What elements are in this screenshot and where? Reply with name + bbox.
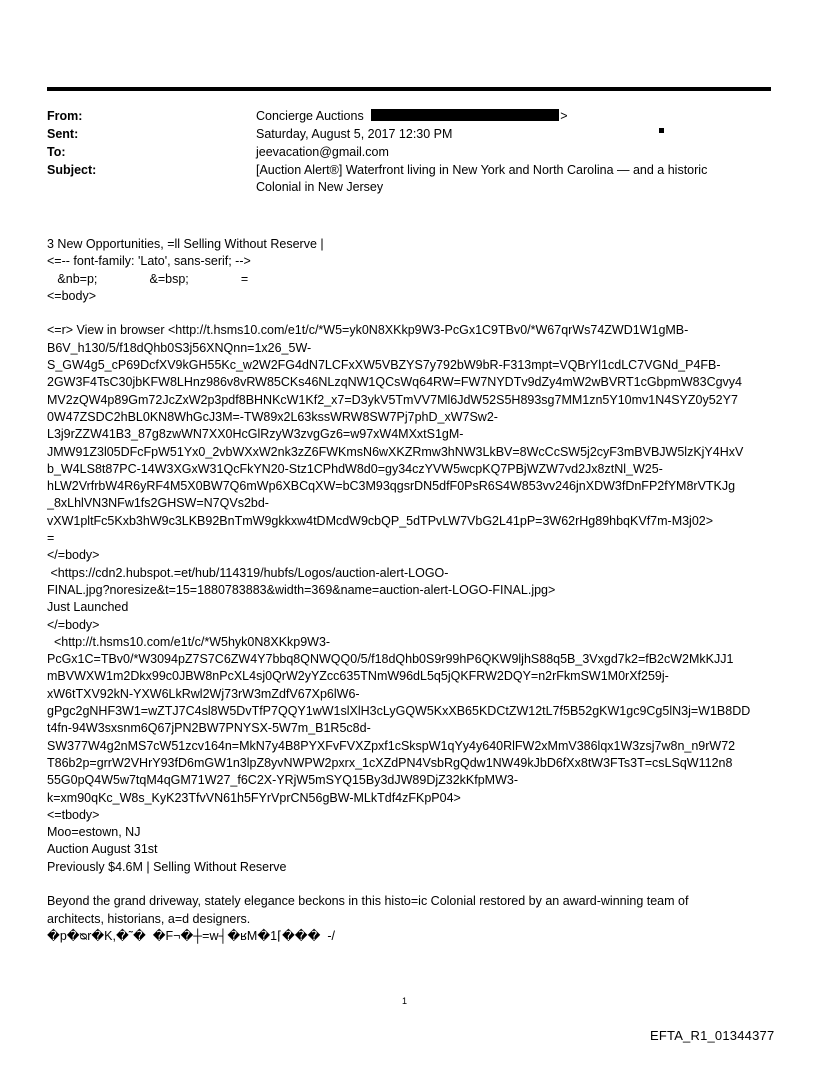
subject-line-1: [Auction Alert®] Waterfront living in New York and North Carolina — and a historic <box>256 163 708 177</box>
sent-value: Saturday, August 5, 2017 12:30 PM <box>256 127 453 141</box>
sent-label: Sent: <box>47 127 79 141</box>
from-sender-name: Concierge Auctions <box>256 109 364 123</box>
from-email-tail: > <box>560 109 568 123</box>
body-line: <https://cdn2.hubspot.=et/hub/114319/hubfs/Logos/auction-alert-LOGO- <box>47 565 449 580</box>
body-line: T86b2p=grrW2VHrY93fD6mGW1n3lpZ8yvNWPW2pxrx_1cXZdPN4VsbRgQdw1NW49kJbD6fXx8tW3FTs3T=csLSqW112n8 <box>47 755 733 770</box>
body-line: _8xLhlVN3NFw1fs2GHSW=N7QVs2bd- <box>47 496 269 511</box>
body-line: JMW91Z3l05DFcFpW51Yx0_2vbWXxW2nk3zZ6FWKmsN6wXKZRmw3hNW3LkBV=8WcCcSW5j2cyF3mBVBJW5lzKjY4HxV <box>47 444 744 459</box>
body-line: �p�ᴓr�K,�˜� �F¬�┼=w┤�ʁM�1⌈��� -/ <box>47 928 336 943</box>
body-block-links <box>47 322 772 876</box>
body-line: t4fn-94W3sxsnm6Q67jPN2BW7PNYSX-5W7m_B1R5c8d- <box>47 721 371 736</box>
to-label: To: <box>47 145 66 159</box>
body-line: L3j9rZZW41B3_87g8zwWN7XX0HcGlRzyW3zvgGz6=w97xW4MXxtS1gM- <box>47 427 464 442</box>
subject-line-2: Colonial in New Jersey <box>256 180 384 194</box>
body-line: 2GW3F4TsC30jbKFW8LHnz986v8vRW85CKs46NLzqNW1QCsWq64RW=FW7NYDTv9dZy4mW2wBVRT1cGbpmW83Cgvy4 <box>47 375 742 390</box>
body-line: architects, historians, a=d designers. <box>47 911 251 926</box>
body-line: 0W47ZSDC2hBL0KN8WhGcJ3M=-TW89x2L63kssWRW8SW7Pj7phD_xW7Sw2- <box>47 409 498 424</box>
paragraph-gap <box>47 305 772 322</box>
body-line: gPgc2gNHF3W1=wZTJ7C4sl8W5DvTfP7QQY1wW1slXlH3cLyGQW5KxXB65KDCtZW12tL7f5B52gKW1gc9Cg5lN3j=W1B8DD <box>47 704 751 719</box>
email-body <box>47 236 772 945</box>
body-block-description <box>47 893 772 945</box>
body-line: vXW1pltFc5Kxb3hW9c3LKB92BnTmW9gkkxw4tDMcdW9cbQP_5dTPvLW7VbG2L41pP=3W62rHg89hbqKVf7m-M3j02> <box>47 513 714 528</box>
body-block-intro <box>47 236 772 305</box>
header-divider <box>47 87 771 91</box>
body-line: S_GW4g5_cP69DcfXV9kGH55Kc_w2W2FG4dN7LCFxXW5VBZYS7y792bW9bR-F313mpt=VQBrYl1cdLC7VGNd_P4FB- <box>47 358 721 373</box>
bates-number: EFTA_R1_01344377 <box>650 1028 775 1043</box>
body-line: k=xm90qKc_W8s_KyK23TfvVN61h5FYrVprCN56gBW-MLkTdf4zFKpP04> <box>47 790 461 805</box>
body-line: Just Launched <box>47 600 129 615</box>
body-line: hLW2VrfrbW4R6yRF4M5X0BW7Q6mWp6XBCqXW=bC3M93qgsrDN5dfF0PsR6S4W853vv246jnXDW3fDnFP2fYM8rVTKJg <box>47 479 736 494</box>
body-line: </=body> <box>47 548 100 563</box>
subject-label: Subject: <box>47 163 97 177</box>
body-line: <=body> <box>47 288 97 303</box>
body-line: SW377W4g2nMS7cW51zcv164n=MkN7y4B8PYXFvFVXZpxf1cSkspW1qYy4y640RlFW2xMmV386lqx1W3zsj7w8n_n9rW72 <box>47 738 736 753</box>
body-line: FINAL.jpg?noresize&t=15=1880783883&width=369&name=auction-alert-LOGO-FINAL.jpg> <box>47 582 556 597</box>
body-line: Previously $4.6M | Selling Without Reserve <box>47 859 287 874</box>
from-value <box>256 108 766 125</box>
body-line: &nb=p; &=bsp; = <box>47 271 249 286</box>
body-line: MV2zQW4p89Gm72JcZxW2p3pdf8BHNKcW1Kf2_x7=D3ykV5TmVV7Ml6JdW52S5H893sg7MM1zn5Y10mv1N4SYZ0y52Y7 <box>47 392 738 407</box>
redaction-mark <box>659 128 664 133</box>
body-line: xW6tTXV92kN-YXW6LkRwl2Wj73rW3mZdfV67Xp6lW6- <box>47 686 360 701</box>
to-value: jeevacation@gmail.com <box>256 145 389 159</box>
body-line: </=body> <box>47 617 100 632</box>
body-line: <=-- font-family: 'Lato', sans-serif; --> <box>47 254 251 269</box>
body-line: mBVWXW1m2Dkx99c0JBW8nPcXL4sj0QrW2yYZcc635TNmW96dL5q5jQKFRW2DQY=n2rFkmSW1M0rXf259j- <box>47 669 669 684</box>
redaction-box <box>371 109 559 121</box>
subject-value <box>256 162 766 196</box>
body-line: <=tbody> <box>47 807 100 822</box>
body-line: B6V_h130/5/f18dQhb0S3j56XNQnn=1x26_5W- <box>47 340 312 355</box>
body-line: Moo=estown, NJ <box>47 825 141 840</box>
body-line: b_W4LS8t87PC-14W3XGxW31QcFkYN20-Stz1CPhdW8d0=gy34czYVW5wcpKQ7PBjWZW7vd2Jx8ztNl_W25- <box>47 461 663 476</box>
body-line: Auction August 31st <box>47 842 158 857</box>
body-line: <=r> View in browser <http://t.hsms10.com/e1t/c/*W5=yk0N8XKkp9W3-PcGx1C9TBv0/*W67qrWs74ZWD1W1gMB- <box>47 323 689 338</box>
from-label: From: <box>47 109 83 123</box>
body-line: = <box>47 531 55 546</box>
paragraph-gap <box>47 876 772 893</box>
body-line: PcGx1C=TBv0/*W3094pZ7S7C6ZW4Y7bbq8QNWQQ0/5/f18dQhb0S9r99hP6QKW9ljhS88q5B_3Vxgd7k2=fB2cW2MkKJJ1 <box>47 652 734 667</box>
body-line: 55G0pQ4W5w7tqM4qGM71W27_f6C2X-YRjW5mSYQ15By3dJW89DjZ32kKfpMW3- <box>47 773 519 788</box>
body-line: 3 New Opportunities, =ll Selling Without Reserve | <box>47 237 324 251</box>
body-line: <http://t.hsms10.com/e1t/c/*W5hyk0N8XKkp9W3- <box>47 634 331 649</box>
body-line: Beyond the grand driveway, stately elegance beckons in this histo=ic Colonial restored by an award-winning team of <box>47 894 689 909</box>
page-number: 1 <box>402 996 408 1006</box>
